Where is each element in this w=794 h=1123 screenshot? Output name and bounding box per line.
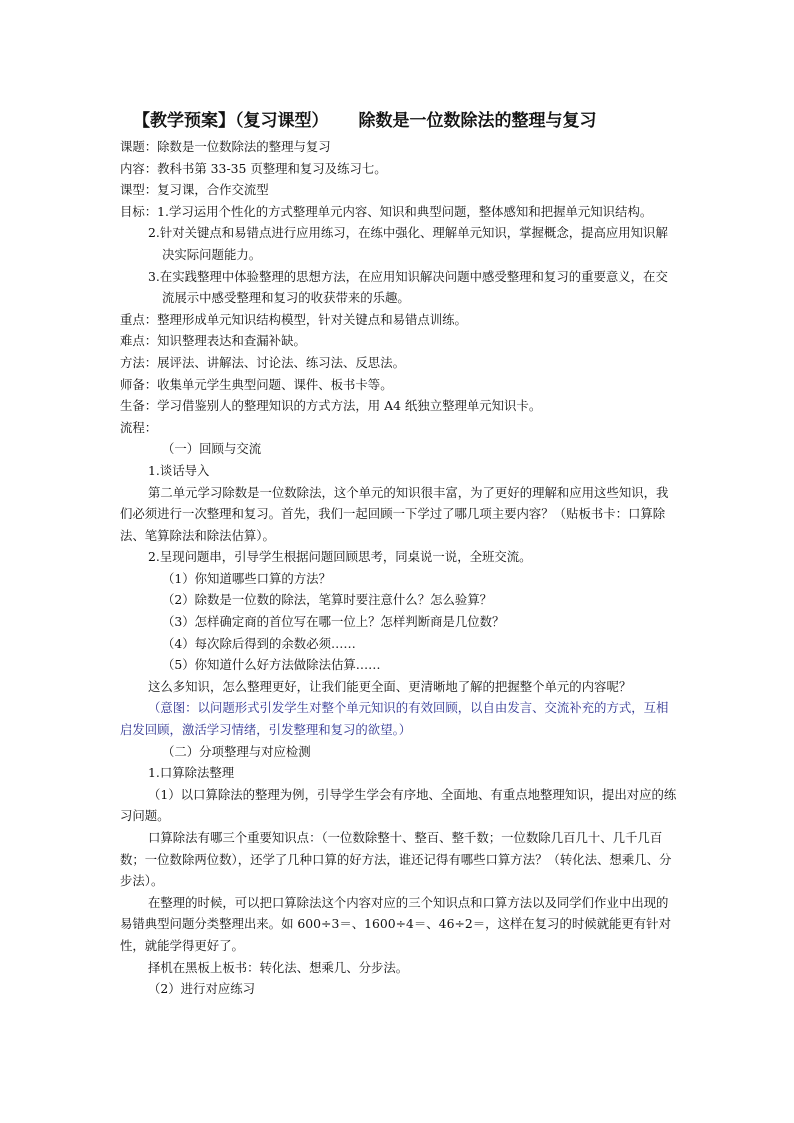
section2-para2: 口算除法有哪三个重要知识点：（一位数除整十、整百、整千数；一位数除几百几十、几千几百数；一位数除两位数），还学了几种口算的好方法，谁还记得有哪些口算方法？（转化法、想乘几、分步法）。	[120, 830, 672, 889]
question-2: （2）除数是一位数的除法，笔算时要注意什么？怎么验算？	[162, 592, 493, 608]
section2-heading: （二）分项整理与对应检测	[162, 743, 311, 759]
section1-para2: 这么多知识，怎么整理更好，让我们能更全面、更清晰地了解的把握整个单元的内容呢？	[148, 678, 632, 694]
section1-para1: 第二单元学习除数是一位数除法，这个单元的知识很丰富，为了更好的理解和应用这些知识，我们必须进行一次整理和复习。首先，我们一起回顾一下学过了哪几项主要内容？（贴板书卡：口算除法、笔算除法和除法估算）。	[120, 484, 669, 543]
meta-methods: 方法：展评法、讲解法、讨论法、练习法、反思法。	[120, 354, 405, 370]
section2-step1: 1.口算除法整理	[148, 765, 235, 781]
goal-1: 目标：1.学习运用个性化的方式整理单元内容、知识和典型问题，整体感知和把握单元知识结构。	[120, 203, 653, 219]
goal-2: 2.针对关键点和易错点进行应用练习，在练中强化、理解单元知识，掌握概念，提高应用知识解决实际问题能力。	[148, 225, 668, 262]
section2-para4: 择机在黑板上板书：转化法、想乘几、分步法。	[148, 959, 409, 975]
question-4: （4）每次除后得到的余数必须……	[162, 635, 356, 651]
meta-class-type: 课型：复习课，合作交流型	[120, 182, 269, 198]
title-lesson-type: （复习课型）	[235, 111, 329, 131]
meta-topic: 课题：除数是一位数除法的整理与复习	[120, 139, 331, 154]
section2-para3: 在整理的时候，可以把口算除法这个内容对应的三个知识点和口算方法以及同学们作业中出现的易错典型问题分类整理出来。如 600÷3＝、1600÷4＝、46÷2＝，这样在复习的时候就能更有针对性，就能学得更好了。	[120, 894, 671, 953]
meta-teacher-prep: 师备：收集单元学生典型问题、课件、板书卡等。	[120, 376, 393, 392]
lesson-plan-body	[120, 136, 680, 1000]
meta-key-point: 重点：整理形成单元知识结构模型，针对关键点和易错点训练。	[120, 311, 467, 327]
section1-step2: 2.呈现问题串，引导学生根据问题回顾思考，同桌说一说，全班交流。	[148, 549, 532, 565]
meta-difficulty: 难点：知识整理表达和查漏补缺。	[120, 333, 306, 349]
design-intent-note: （意图：以问题形式引发学生对整个单元知识的有效回顾，以自由发言、交流补充的方式，互相启发回顾，激活学习情绪，引发整理和复习的欲望。）	[120, 700, 669, 738]
meta-student-prep: 生备：学习借鉴别人的整理知识的方式方法，用 A4 纸独立整理单元知识卡。	[120, 398, 542, 414]
question-5: （5）你知道什么好方法做除法估算……	[162, 657, 381, 673]
section2-para1: （1）以口算除法的整理为例，引导学生学会有序地、全面地、有重点地整理知识，提出对应的练习问题。	[120, 786, 677, 824]
question-1: （1）你知道哪些口算的方法？	[162, 570, 331, 586]
section2-step2: （2）进行对应练习	[148, 981, 256, 997]
page-title	[133, 106, 733, 131]
question-3: （3）怎样确定商的首位写在哪一位上？怎样判断商是几位数？	[162, 614, 505, 630]
meta-content: 内容：教科书第 33-35 页整理和复习及练习七。	[120, 160, 387, 176]
meta-process: 流程：	[120, 419, 158, 435]
title-topic: 除数是一位数除法的整理与复习	[358, 111, 597, 131]
section1-heading: （一）回顾与交流	[162, 441, 262, 457]
goal-3: 3.在实践整理中体验整理的思想方法，在应用知识解决问题中感受整理和复习的重要意义，在交流展示中感受整理和复习的收获带来的乐趣。	[148, 268, 668, 306]
title-tag: 【教学预案】	[133, 111, 235, 131]
section1-step1: 1.谈话导入	[148, 462, 210, 478]
